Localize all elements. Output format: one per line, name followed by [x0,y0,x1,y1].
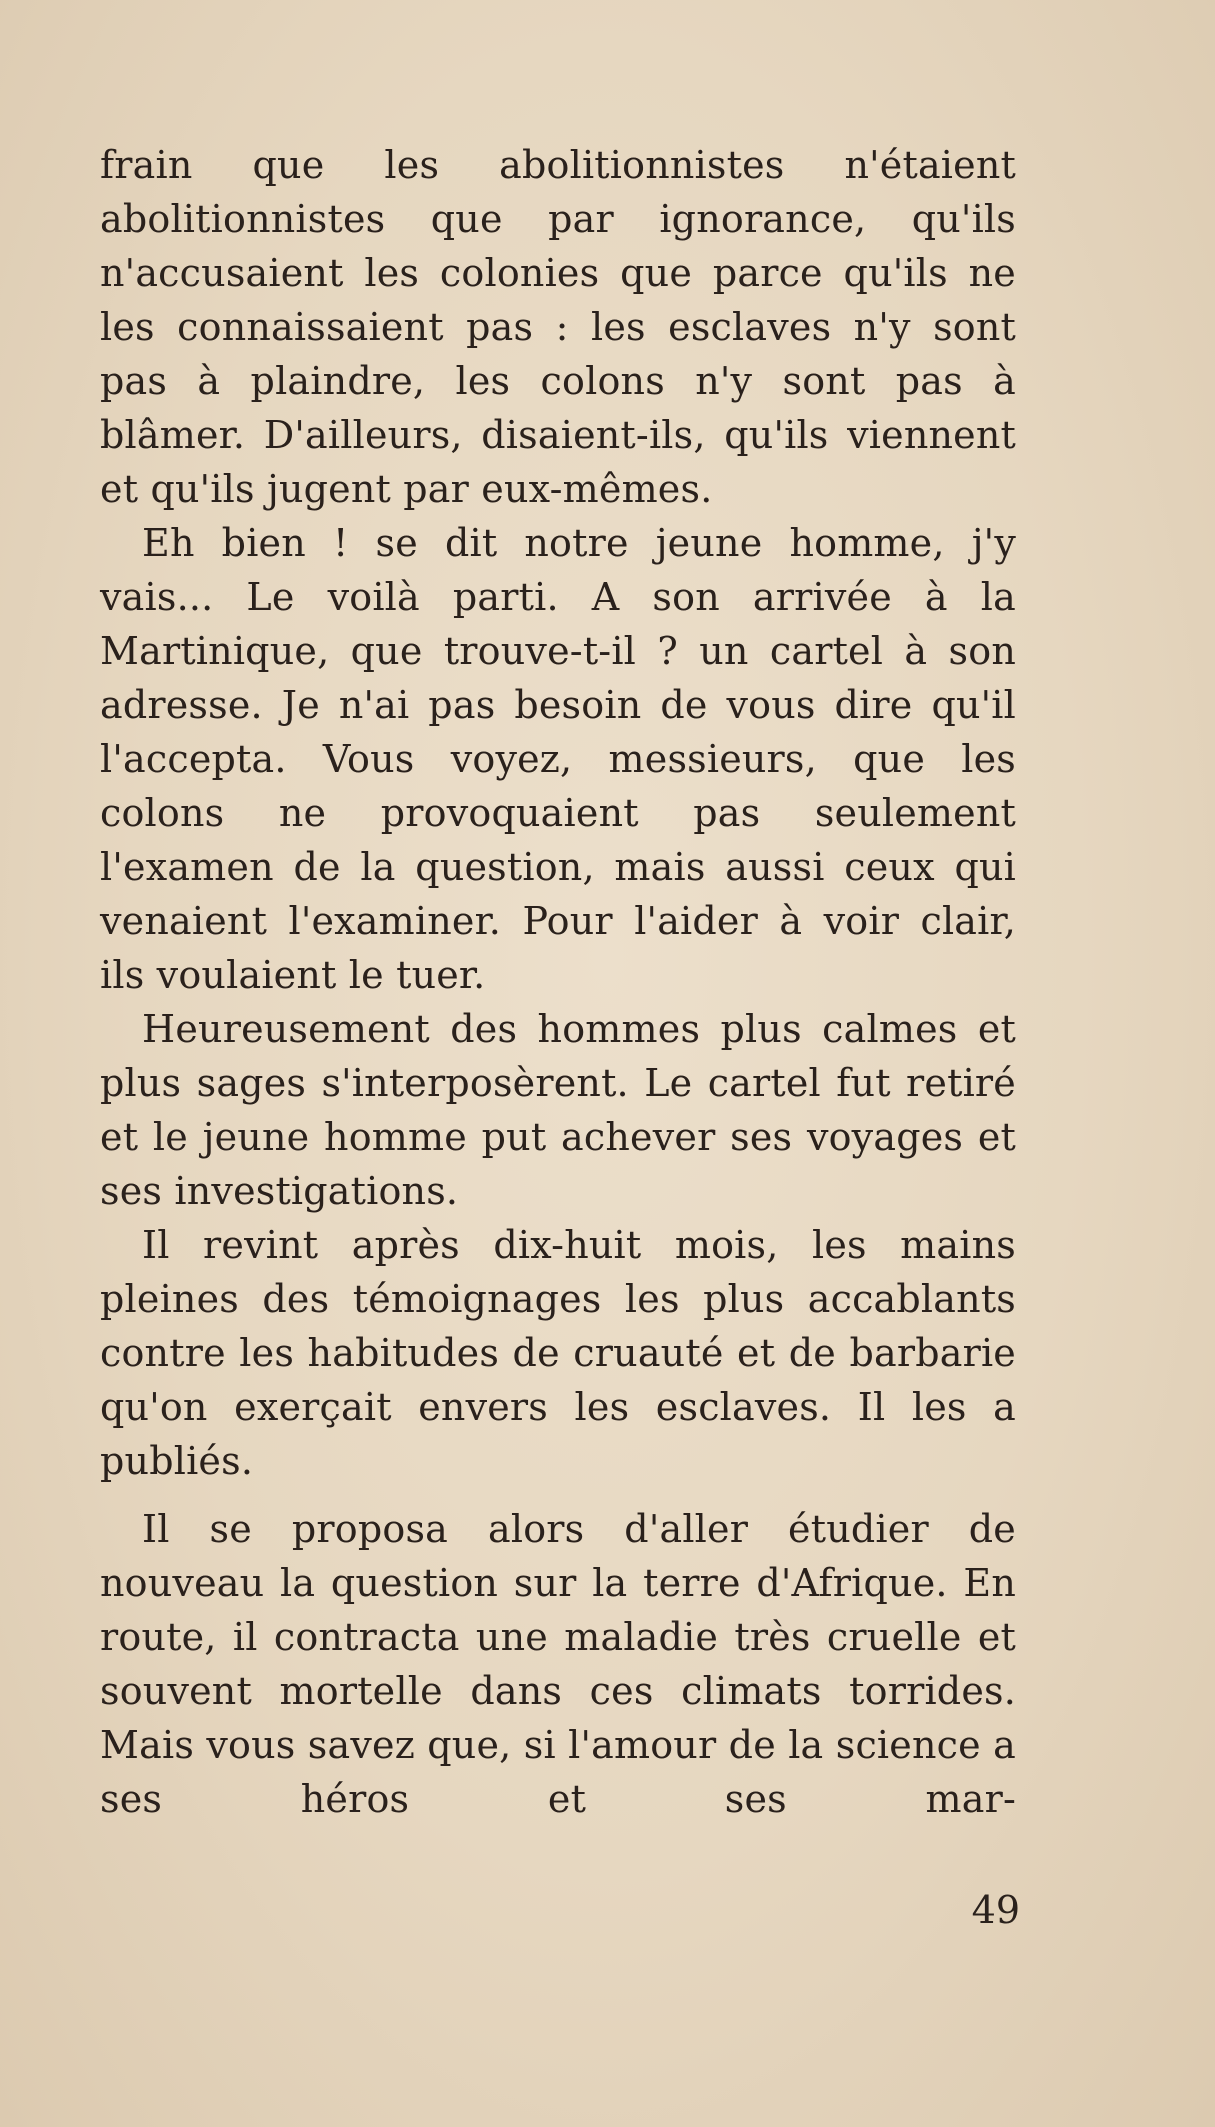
paragraph-2: Eh bien ! se dit notre jeune homme, j'y vais... Le voilà parti. A son arrivée à la Martinique, que trouve-t-il ? un cartel à son adresse. Je n'ai pas besoin de vous dire qu'il l'accepta. Vous voyez, messieurs, que les colons ne provoquaient pas seulement l'examen de la question, mais aussi ceux qui venaient l'examiner. Pour l'aider à voir clair, ils voulaient le tuer. [100,521,1016,997]
page-number: 49 [971,1888,1020,1932]
paragraph-3: Heureusement des hommes plus calmes et plus sages s'interposèrent. Le cartel fut retiré et le jeune homme put achever ses voyages et ses investigations. [100,1007,1016,1213]
paragraph-5: Il se proposa alors d'aller étudier de nouveau la question sur la terre d'Afrique. En route, il contracta une maladie très cruelle et souvent mortelle dans ces climats torrides. Mais vous savez que, si l'amour de la science a ses héros et ses mar- [100,1507,1016,1821]
paragraph-1: frain que les abolitionnistes n'étaient abolitionnistes que par ignorance, qu'ils n'accusaient les colonies que parce qu'ils ne les connaissaient pas : les esclaves n'y sont pas à plaindre, les colons n'y sont pas à blâmer. D'ailleurs, disaient-ils, qu'ils viennent et qu'ils jugent par eux-mêmes. [100,143,1016,511]
body-text [100,138,1016,1826]
paragraph-4: Il revint après dix-huit mois, les mains pleines des témoignages les plus accablants contre les habitudes de cruauté et de barbarie qu'on exerçait envers les esclaves. Il les a publiés. [100,1223,1016,1483]
